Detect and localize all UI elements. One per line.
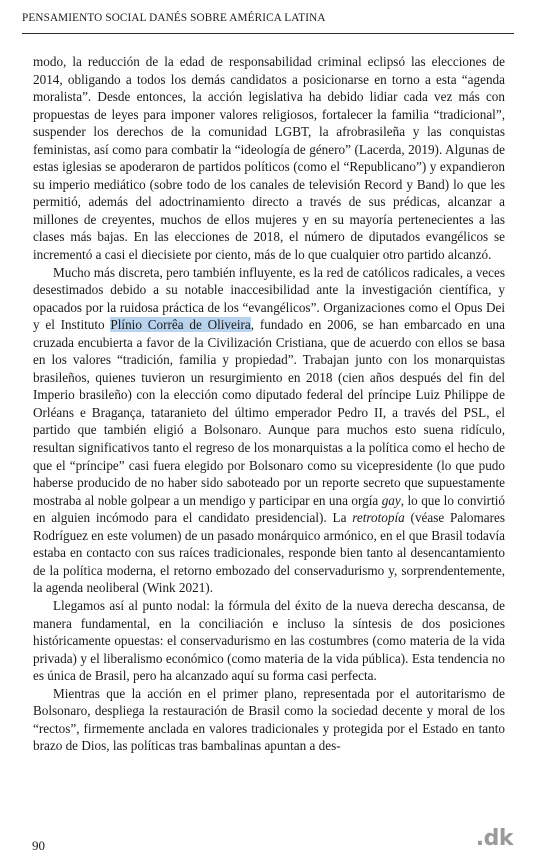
paragraph-1: modo, la reducción de la edad de responsabilidad criminal eclipsó las elecciones de 2014, obligando a todos los demás candidatos a posicionarse en torno a esta “agenda moralista”. Desde entonces, la acción legislativa ha debido lidiar cada vez más con propuestas de leyes para imponer valores religiosos, fortalecer la familia “tradicional”, suspender los derechos de la comunidad LGBT, la afrobrasileña y las conquistas feministas, así como para combatir la “ideología de género” (Lacerda, 2019). Algunas de estas iglesias se apoderaron de partidos políticos (como el “Republicano”) y expandieron su imperio mediático (sobre todo de los canales de televisión Record y Band) lo que les permitió, además del adoctrinamiento directo a través de sus prédicas, alcanzar a millones de creyentes, muchos de ellos mujeres y en su mayoría pertenecientes a las clases más bajas. En las elecciones de 2018, el número de diputados evangélicos se incrementó a casi el diecisiete por ciento, más de lo que cualquier otro partido alcanzó.: [33, 54, 505, 263]
italic-term-gay: gay: [381, 492, 401, 508]
page-number: 90: [32, 838, 45, 853]
body-text: [33, 53, 505, 755]
paragraph-2: [33, 264, 505, 597]
running-header: PENSAMIENTO SOCIAL DANÉS SOBRE AMÉRICA LATINA: [22, 12, 326, 24]
header-rule: [22, 33, 514, 34]
paragraph-3: Llegamos así al punto nodal: la fórmula del éxito de la nueva derecha descansa, de manera fundamental, en la conciliación e incluso la síntesis de dos posiciones históricamente opuestas: el conservadurismo en las costumbres (como materia de la vida privada) y el liberalismo económico (como materia de la vida pública). Esta tendencia no es única de Brasil, pero ha alcanzado aquí su forma casi perfecta.: [33, 597, 505, 684]
italic-term-retrotopia: retrotopía: [352, 510, 405, 526]
paragraph-2-text-d: (véase Palomares Rodríguez en este volumen) de un pasado monárquico armónico, en el que Brasil todavía estaba en contacto con sus raíces tradicionales, responde bien tanto al desencantamiento de la política moderna, el retorno embozado del conservadurismo y, sorprendentemente, la agenda neoliberal (Wink 2021).: [33, 510, 505, 596]
paragraph-2-text-b: , fundado en 2006, se han embarcado en una cruzada encubierta a favor de la Civilización Cristiana, que de acuerdo con ellos se basa en los valores “tradición, familia y propiedad”. Trabajan junto con los monarquistas brasileños, quienes tuvieron un resurgimiento en 2018 (cien años después del fin del Imperio brasileño) con la elección como diputado federal del príncipe Luiz Philippe de Orléans e Bragança, tataranieto del último emperador Pedro II, a través del PSL, el partido que también eligió a Bolsonaro. Aunque para muchos esto suena ridículo, resultan significativos tanto el regreso de los monarquistas a la política como el hecho de que el “príncipe” casi fuera elegido por Bolsonaro como su vicepresidente (lo que pudo haberse producido de no haber sido saboteado por un reporte secreto que supuestamente mostraba al noble golpear a un mendigo y participar en una orgía: [33, 317, 505, 508]
paragraph-2-text-a: Mucho más discreta, pero también influyente, es la red de católicos radicales, a veces desestimados debido a su notable inaccesibilidad ante la investigación científica, y opacados por la ruidosa práctica de los “evangélicos”. Organizaciones como el Opus Dei y el Instituto: [33, 264, 505, 333]
publisher-logo: .dk: [475, 826, 513, 851]
highlighted-selection[interactable]: Plínio Corrêa de Oliveira: [110, 317, 251, 333]
paragraph-2-text-c: , lo que lo convirtió en alguien incómodo para el candidato presidencial). La: [33, 492, 505, 526]
paragraph-4: Mientras que la acción en el primer plano, representada por el autoritarismo de Bolsonaro, despliega la restauración de Brasil como la sociedad decente y moral de los “rectos”, firmemente anclada en valores tradicionales y protegida por el Estado en tanto brazo de Dios, las políticas tras bambalinas apuntan a des-: [33, 685, 505, 754]
